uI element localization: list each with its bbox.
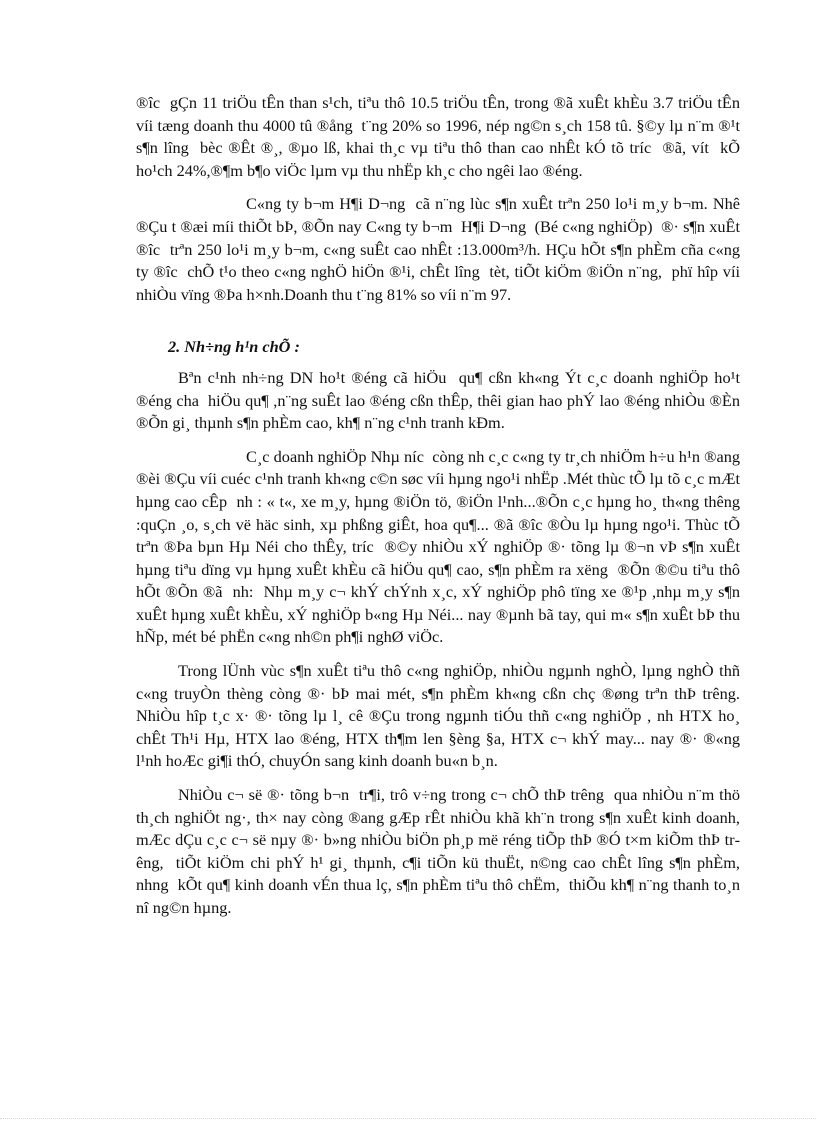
paragraph-business-difficulties: NhiÒu c¬ së ®· tõng b¬n tr¶i, trô v÷ng trong c¬ chÕ thÞ trêng qua nhiÒu n¨m thö th¸ch nghiÖt ng·, th× nay còng ®ang gÆp rÊt nhiÒu khã kh¨n trong s¶n xuÊt kinh doanh, mÆc dÇu c¸c c¬ së nµy ®· b»ng nhiÒu biÖn ph¸p më réng tiÕp thÞ ®Ó t×m kiÕm thÞ trêng, tiÕt kiÖm chi phÝ h¹ gi¸ thµnh, c¶i tiÕn kü thuËt, n©ng cao chÊt lîng s¶n phÈm, nhng kÕt qu¶ kinh doanh vÉn thua lç, s¶n phÈm tiªu thô chËm, thiÕu kh¶ n¨ng thanh to¸n nî ng©n hµng. xyxy=(136,785,745,917)
paragraph-inefficient-enterprises: Bªn c¹nh nh÷ng DN ho¹t ®éng cã hiÖu qu¶ cßn kh«ng Ýt c¸c doanh nghiÖp ho¹t ®éng cha hiÖu qu¶ ,n¨ng suÊt lao ®éng cßn thÊp, thêi gian hao phÝ lao ®éng nhiÒu ®Èn ®Õn gi¸ thµnh s¶n phÈm cao, kh¶ n¨ng c¹nh tranh kÐm. xyxy=(136,367,745,433)
paragraph-import-competition: C¸c doanh nghiÖp Nhµ níc còng nh c¸c c«ng ty tr¸ch nhiÖm h÷u h¹n ®ang ®èi ®Çu víi cuéc c¹nh tranh kh«ng c©n søc víi hµng ngo¹i nhËp .Mét thùc tÕ lµ tõ c¸c mÆt hµng cao cÊp nh : « t«, xe m¸y, hµng ®iÖn tö, ®iÖn l¹nh...®Õn c¸c hµng ho¸ th«ng thêng :quÇn ¸o, s¸ch vë häc sinh, xµ phßng giÊt, hoa qu¶... ®ã ®îc ®Òu lµ hµng ngo¹i. Thùc tÕ trªn ®Þa bµn Hµ Néi cho thÊy, tríc ®©y nhiÒu xÝ nghiÖp ®· tõng lµ ®¬n vÞ s¶n xuÊt hµng tiªu dïng vµ hµng xuÊt khÈu cã hiÖu qu¶ cao, s¶n phÈm ra xëng ®Õn ®©u tiªu thô hÕt ®Õn ®ã nh: Nhµ m¸y c¬ khÝ chÝnh x¸c, xÝ nghiÖp phô tïng xe ®¹p ,nhµ m¸y s¶n xuÊt hµng xuÊt khÈu, xÝ nghiÖp b«ng Hµ Néi... nay ®µnh bã tay, qui m« s¶n xuÊt bÞ thu hÑp, mét bé phËn c«ng nh©n ph¶i nghØ viÖc. xyxy=(136,446,749,647)
document-body xyxy=(136,92,749,931)
paragraph-coal-production: ®îc gÇn 11 triÖu tÊn than s¹ch, tiªu thô 10.5 triÖu tÊn, trong ®ã xuÊt khÈu 3.7 triÖu tÊn víi tæng doanh thu 4000 tû ®ång t¨ng 20% so 1996, nép ng©n s¸ch 158 tû. §©y lµ n¨m ®¹t s¶n lîng bèc ®Êt ®¸, ®µo lß, khai th¸c vµ tiªu thô than cao nhÊt kÓ tõ tríc ®ã, vít kÕ ho¹ch 24%,®¶m b¶o viÖc lµm vµ thu nhËp kh¸c cho ngêi lao ®éng. xyxy=(136,93,745,180)
paragraph-handicraft-decline: Trong lÜnh vùc s¶n xuÊt tiªu thô c«ng nghiÖp, nhiÒu ngµnh nghÒ, lµng nghÒ thñ c«ng truyÒn thèng còng ®· bÞ mai mét, s¶n phÈm kh«ng cßn chç ®øng trªn thÞ trêng. NhiÒu hîp t¸c x· ®· tõng lµ l¸ cê ®Çu trong ngµnh tiÓu thñ c«ng nghiÖp , nh HTX ho¸ chÊt Th¹i Hµ, HTX lao ®éng, HTX th¶m len §èng §a, HTX c¬ khÝ may... nay ®· ®«ng l¹nh hoÆc gi¶i thÓ, chuyÓn sang kinh doanh bu«n b¸n. xyxy=(136,661,749,771)
section-heading: 2. Nh÷ng h¹n chÕ : xyxy=(168,337,300,357)
page-bottom-divider xyxy=(0,1118,816,1120)
paragraph-pump-company: C«ng ty b¬m H¶i D¬ng cã n¨ng lùc s¶n xuÊt trªn 250 lo¹i m¸y b¬m. Nhê ®Çu t ®æi míi thiÕt bÞ, ®Õn nay C«ng ty b¬m H¶i D¬ng (Bé c«ng nghiÖp) ®· s¶n xuÊt ®îc trªn 250 lo¹i m¸y b¬m, c«ng suÊt cao nhÊt :13.000m³/h. HÇu hÕt s¶n phÈm cña c«ng ty ®îc chÕ t¹o theo c«ng nghÖ hiÖn ®¹i, chÊt lîng tèt, tiÕt kiÖm ®iÖn n¨ng, phï hîp víi nhiÒu vïng ®Þa h×nh.Doanh thu t¨ng 81% so víi n¨m 97. xyxy=(136,194,745,304)
